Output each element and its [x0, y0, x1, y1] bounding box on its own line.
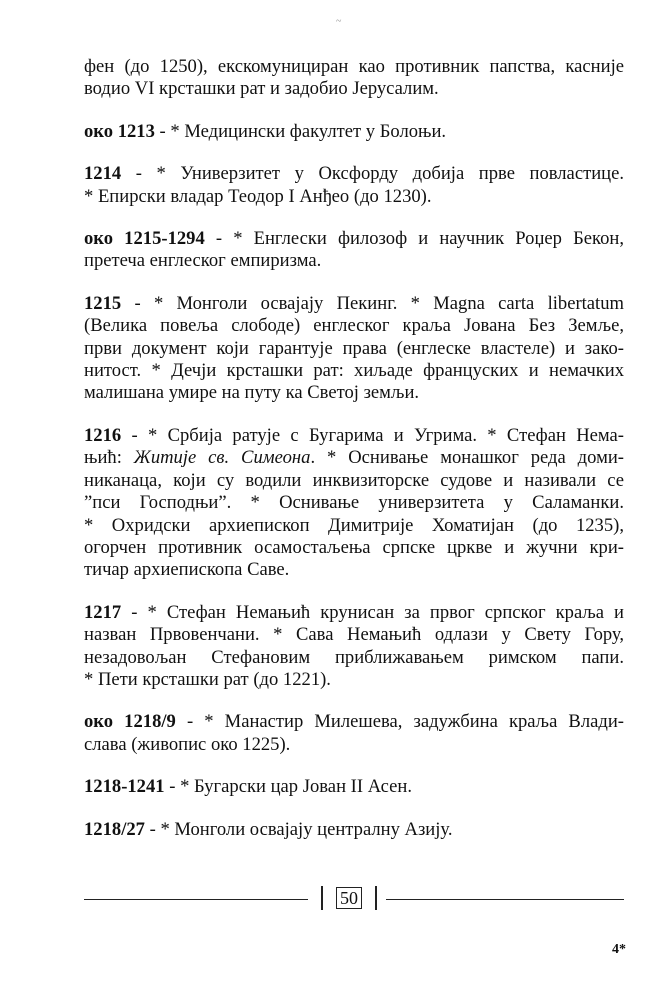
- entry-separator: -: [144, 818, 161, 840]
- line-text: * Монголи освајају централну Азију.: [160, 818, 453, 840]
- entry-line: [84, 360, 624, 382]
- entry-line: [84, 382, 624, 404]
- entry-year: 1214: [84, 163, 122, 185]
- line-text: њић:: [84, 447, 134, 469]
- line-text: нитост. * Дечји крсташки рат: хиљаде француских и немачких: [84, 360, 624, 382]
- entry-line: [84, 819, 624, 841]
- entry-line: [84, 163, 624, 185]
- entry-line: [84, 711, 624, 733]
- entry-line: [84, 669, 624, 691]
- entry-line: [84, 470, 624, 492]
- entry-line: [84, 315, 624, 337]
- entry-line: [84, 425, 624, 447]
- line-text: * Монголи освајају Пекинг. * Magna carta libertatum: [153, 292, 624, 314]
- entry-year: 1216: [84, 424, 122, 446]
- line-text: * Епирски владар Теодор I Анђео (до 1230).: [84, 185, 432, 207]
- entry-line: [84, 78, 624, 100]
- page-number-box: [321, 886, 377, 910]
- entry-line: [84, 537, 624, 559]
- entry-line: [84, 515, 624, 537]
- entry-line: [84, 293, 624, 315]
- footer-rule-right: [386, 899, 624, 900]
- chronology-entry: [84, 819, 624, 841]
- entry-separator: -: [121, 292, 154, 314]
- entry-line: [84, 624, 624, 646]
- line-text: * Стефан Немањић крунисан за првог српског краља и: [147, 601, 624, 623]
- entry-line: [84, 186, 624, 208]
- chronology-text: [84, 56, 624, 861]
- chronology-entry: [84, 425, 624, 582]
- line-text: ”пси Господњи”. * Оснивање универзитета у Саламанки.: [84, 492, 624, 514]
- entry-separator: -: [121, 163, 157, 185]
- chronology-entry: [84, 56, 624, 101]
- line-text: малишана умире на путу ка Светој земљи.: [84, 382, 420, 404]
- page-footer: [84, 886, 624, 912]
- entry-line: [84, 647, 624, 669]
- line-text: (Велика повеља слободе) енглеског краља Јована Без Земље,: [84, 315, 624, 337]
- chronology-entry: [84, 711, 624, 756]
- chronology-entry: [84, 163, 624, 208]
- page-number: 50: [336, 887, 362, 909]
- line-text: * Пети крсташки рат (до 1221).: [84, 668, 331, 690]
- chronology-entry: [84, 228, 624, 273]
- header-mark: ~: [336, 16, 343, 27]
- italic-title: Житије св. Симеона: [133, 447, 311, 469]
- entry-line: [84, 228, 624, 250]
- line-text: назван Првовенчани. * Сава Немањић одлази у Свету Гору,: [84, 624, 624, 646]
- entry-line: [84, 56, 624, 78]
- line-text: * Бугарски цар Јован II Асен.: [180, 776, 412, 798]
- line-text: никанаца, који су водили инквизиторске судове и називали се: [84, 469, 624, 491]
- line-text: незадовољан Стефановим приближавањем римском папи.: [84, 646, 624, 668]
- line-text: * Медицински факултет у Болоњи.: [170, 120, 447, 142]
- line-text: * Универзитет у Оксфорду добија прве повластице.: [156, 163, 624, 185]
- entry-separator: -: [175, 711, 205, 733]
- entry-year: око 1215-1294: [84, 228, 205, 250]
- entry-line: [84, 559, 624, 581]
- entry-separator: -: [121, 424, 148, 446]
- entry-line: [84, 447, 624, 469]
- chronology-entry: [84, 121, 624, 143]
- line-text: . * Оснивање монашког реда доми-: [310, 447, 624, 469]
- entry-year: око 1213: [84, 120, 155, 142]
- entry-separator: -: [204, 228, 234, 250]
- entry-year: 1218/27: [84, 818, 145, 840]
- entry-year: 1218-1241: [84, 776, 165, 798]
- chronology-entry: [84, 293, 624, 405]
- line-text: * Енглески филозоф и научник Роџер Бекон,: [233, 228, 624, 250]
- line-text: * Манастир Милешева, задужбина краља Влади-: [204, 711, 624, 733]
- line-text: огорчен противник осамостаљења српске цркве и жучни кри-: [84, 536, 624, 558]
- entry-separator: -: [121, 601, 148, 623]
- entry-line: [84, 338, 624, 360]
- line-text: тичар архиепископа Саве.: [84, 559, 290, 581]
- footer-rule-left: [84, 899, 308, 900]
- entry-year: 1215: [84, 292, 122, 314]
- entry-line: [84, 602, 624, 624]
- entry-year: 1217: [84, 601, 122, 623]
- entry-line: [84, 776, 624, 798]
- line-text: фен (до 1250), екскомунициран као противник папства, касније: [84, 56, 624, 77]
- line-text: * Охридски архиепископ Димитрије Хоматијан (до 1235),: [84, 514, 624, 536]
- entry-line: [84, 121, 624, 143]
- line-text: слава (живопис око 1225).: [84, 733, 291, 755]
- entry-line: [84, 492, 624, 514]
- line-text: први документ који гарантује права (енглеске властеле) и зако-: [84, 337, 624, 359]
- entry-separator: -: [164, 776, 181, 798]
- entry-year: око 1218/9: [84, 711, 176, 733]
- entry-line: [84, 734, 624, 756]
- printer-signature: 4*: [612, 942, 626, 957]
- line-text: водио VI крсташки рат и задобио Јерусалим.: [84, 78, 439, 100]
- chronology-entry: [84, 776, 624, 798]
- chronology-entry: [84, 602, 624, 692]
- line-text: претеча енглеског емпиризма.: [84, 250, 322, 272]
- line-text: * Србија ратује с Бугарима и Угрима. * Стефан Нема-: [148, 424, 624, 446]
- entry-line: [84, 250, 624, 272]
- entry-separator: -: [154, 120, 171, 142]
